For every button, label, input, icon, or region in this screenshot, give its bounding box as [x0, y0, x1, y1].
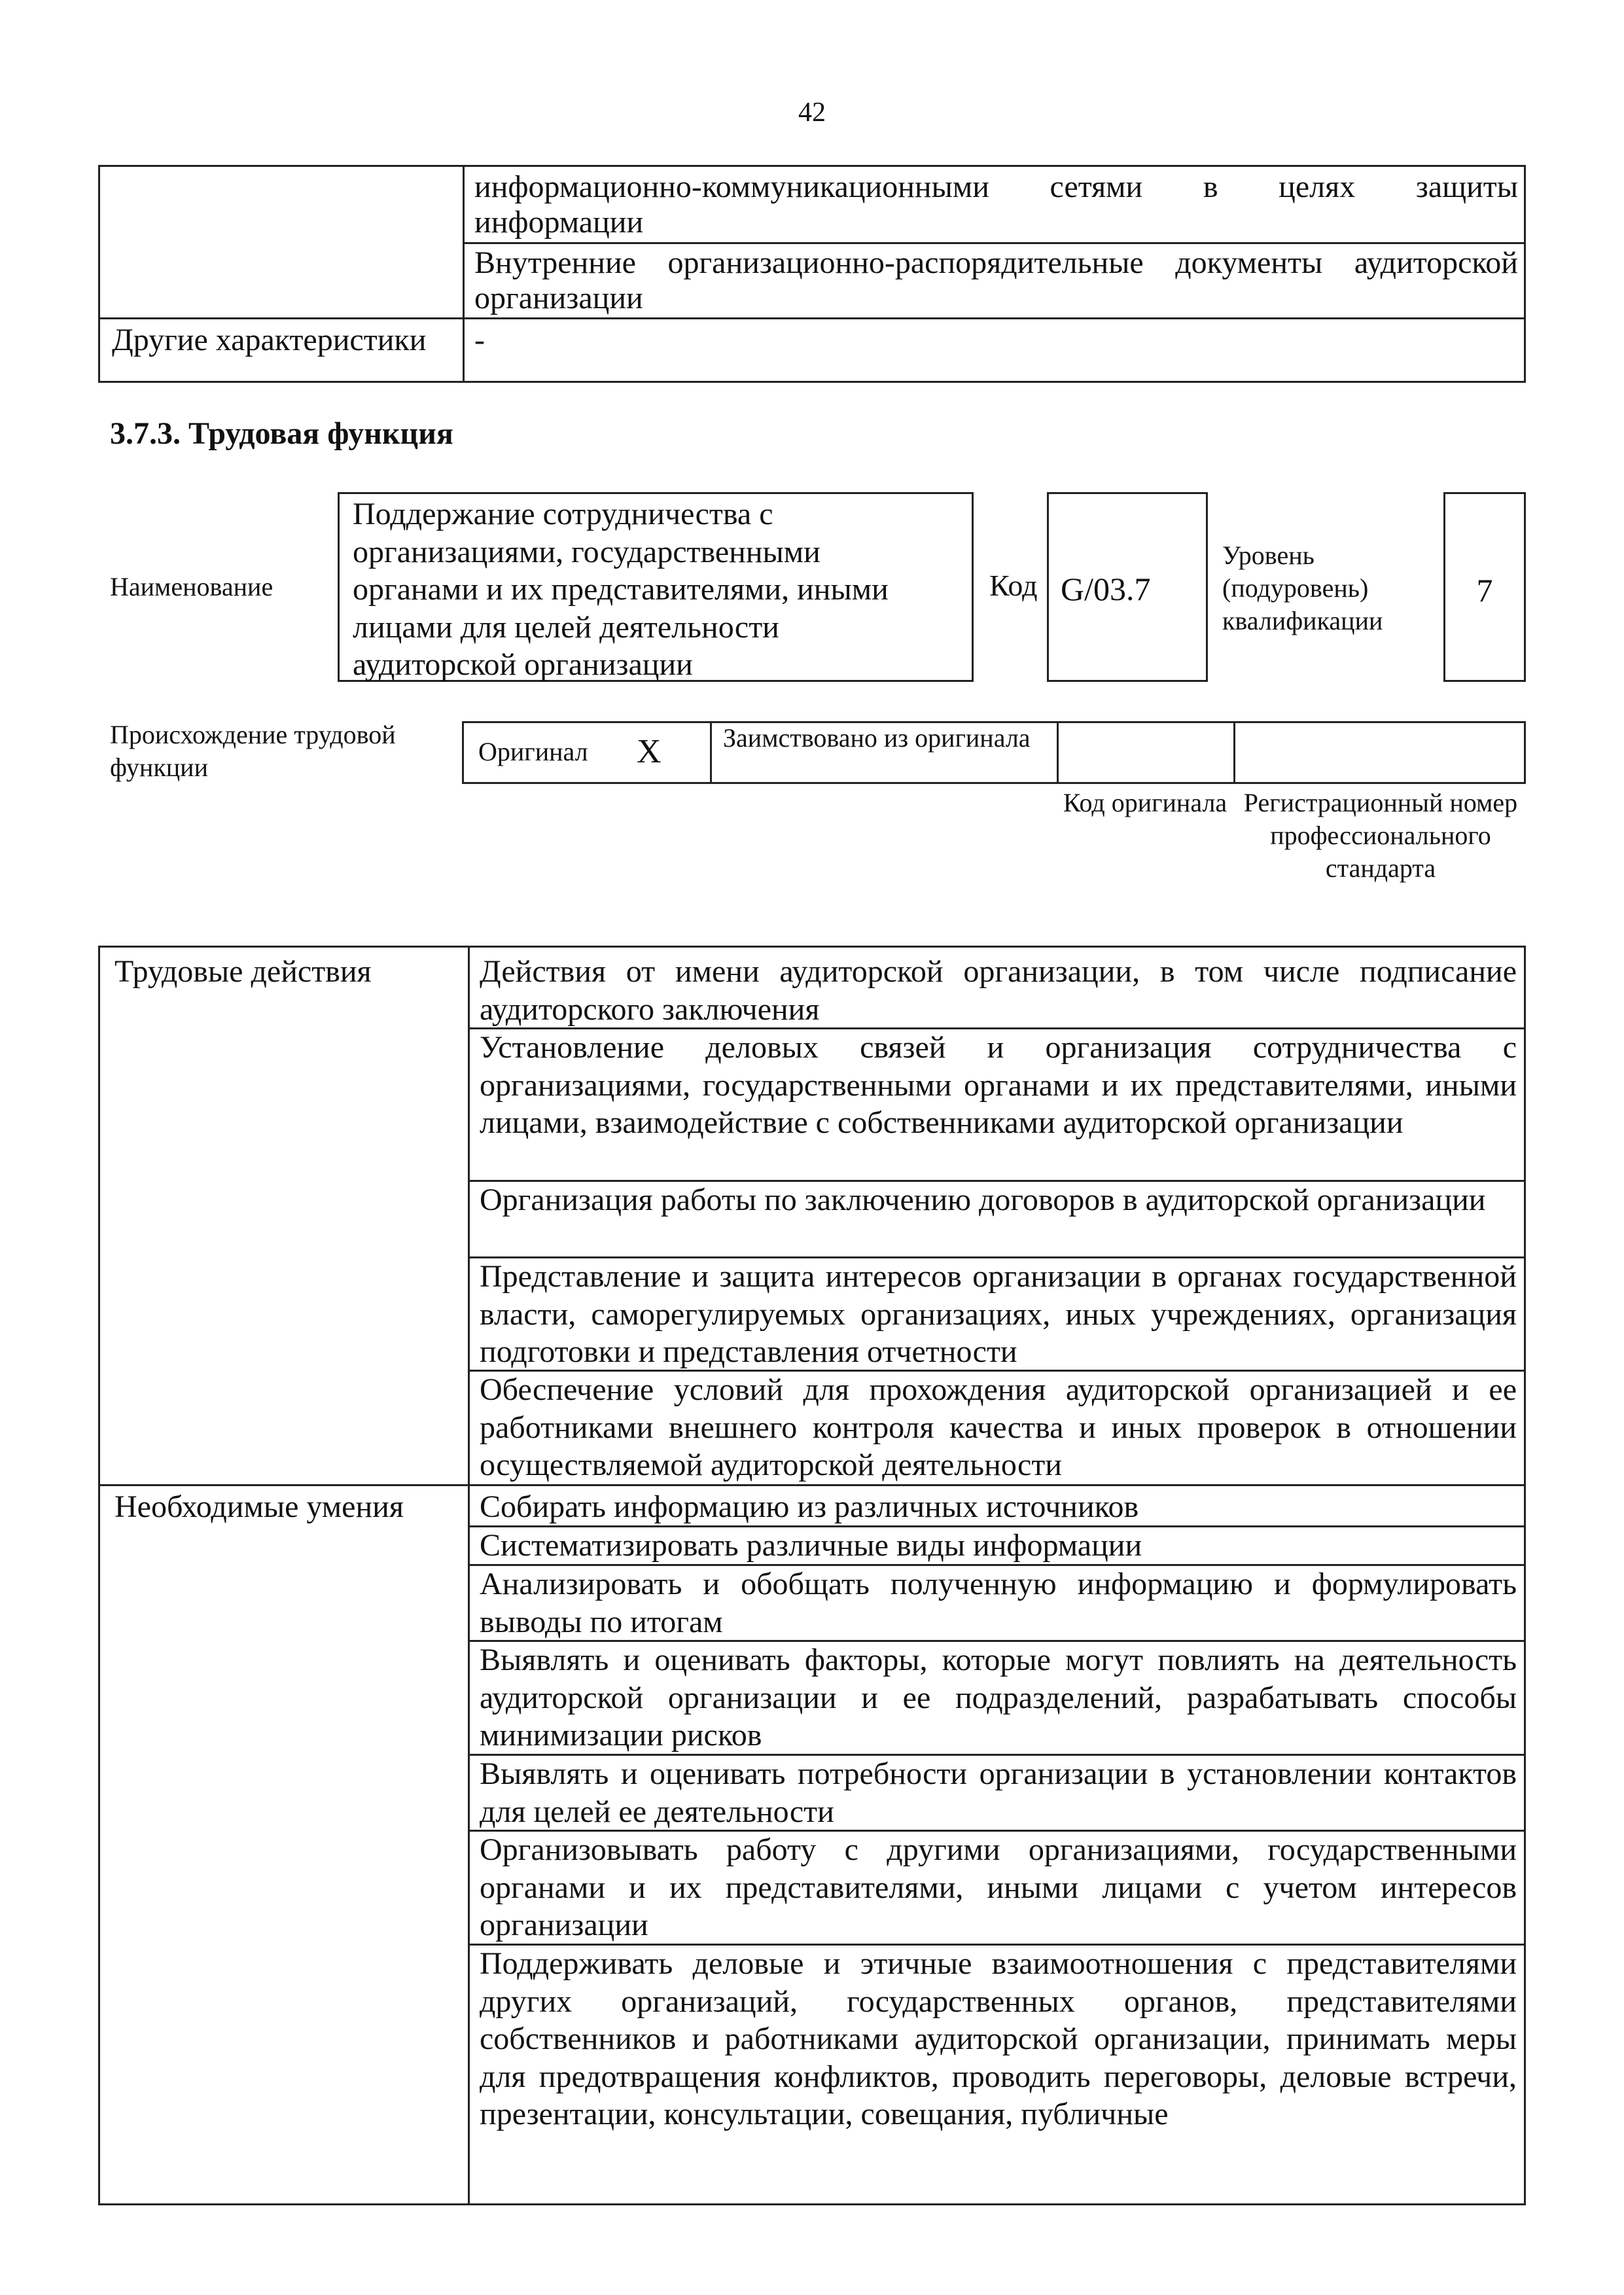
table-row: Анализировать и обобщать полученную информацию и формулировать выводы по итогам [480, 1567, 1517, 1639]
table-row: Поддерживать деловые и этичные взаимоотношения с представителями других организаций, государственных органов, представителями собственников и работниками аудиторской организации, принимать меры для предотвращения конфликтов, проводить переговоры, деловые встречи, презентации, консультации, совещания, публичные [480, 1946, 1517, 2131]
table-row: Обеспечение условий для прохождения аудиторской организацией и ее работниками внешнего контроля качества и иных проверок в отношении осуществляемой аудиторской деятельности [480, 1372, 1517, 1482]
other-characteristics-label: Другие характеристики [112, 323, 427, 357]
table-row: Систематизировать различные виды информации [480, 1528, 1142, 1563]
table-row: Представление и защита интересов организации в органах государственной власти, саморегулируемых организациях, иных учреждениях, организация подготовки и представления отчетности [480, 1259, 1517, 1369]
table-row: Собирать информацию из различных источников [480, 1489, 1139, 1524]
skills-label: Необходимые умения [115, 1489, 404, 1524]
table-divider [468, 948, 470, 2205]
page-number: 42 [798, 98, 826, 128]
origin-row [462, 721, 1526, 784]
other-characteristics-value: - [474, 323, 485, 357]
original-code-caption: Код оригинала [1063, 788, 1227, 817]
code-value: G/03.7 [1061, 571, 1151, 607]
table-cell-line: информационно-коммуникационными сетями в целях защиты [474, 169, 1518, 204]
level-value: 7 [1476, 572, 1493, 609]
actions-label: Трудовые действия [115, 954, 372, 989]
name-label: Наименование [110, 572, 274, 601]
table-cell-line: организации [474, 281, 643, 315]
table-cell-line: информации [474, 205, 644, 240]
continuation-table [98, 165, 1526, 383]
table-row: Установление деловых связей и организация сотрудничества с организациями, государственными органами и их представителями, иными лицами, взаимодействие с собственниками аудиторской организации [480, 1030, 1517, 1140]
name-value-box [338, 492, 974, 682]
table-row: Выявлять и оценивать потребности организации в установлении контактов для целей ее деятельности [480, 1756, 1517, 1829]
table-row: Организовывать работу с другими организациями, государственными органами и их представителями, иными лицами с учетом интересов организации [480, 1832, 1517, 1942]
code-label: Код [989, 569, 1038, 602]
code-value-box [1047, 492, 1208, 682]
table-divider [710, 723, 712, 782]
level-label: Уровень (подуровень) квалификации [1222, 541, 1383, 635]
table-row: Действия от имени аудиторской организации, в том числе подписание аудиторского заключения [480, 954, 1517, 1027]
table-divider [1233, 723, 1235, 782]
original-label: Оригинал [478, 737, 588, 766]
main-table [98, 946, 1526, 2205]
reg-number-caption: Регистрационный номер профессионального стандарта [1243, 788, 1518, 883]
table-divider [463, 167, 465, 383]
table-row: Организация работы по заключению договоров в аудиторской организации [480, 1183, 1486, 1217]
section-title: 3.7.3. Трудовая функция [110, 416, 453, 451]
table-divider [1057, 723, 1059, 782]
table-cell-line: Внутренние организационно-распорядительные документы аудиторской [474, 245, 1518, 280]
name-value: Поддержание сотрудничества с организациями, государственными органами и их представителями, иными лицами для целей деятельности аудиторской организации [353, 497, 889, 682]
original-mark: X [637, 733, 662, 770]
borrowed-label: Заимствовано из оригинала [723, 723, 1031, 753]
table-row: Выявлять и оценивать факторы, которые могут повлиять на деятельность аудиторской организации и ее подразделений, разрабатывать способы минимизации рисков [480, 1643, 1517, 1752]
origin-label: Происхождение трудовой функции [110, 720, 396, 782]
table-divider [100, 1484, 1526, 1486]
table-divider [100, 317, 1526, 319]
level-value-box [1443, 492, 1526, 682]
